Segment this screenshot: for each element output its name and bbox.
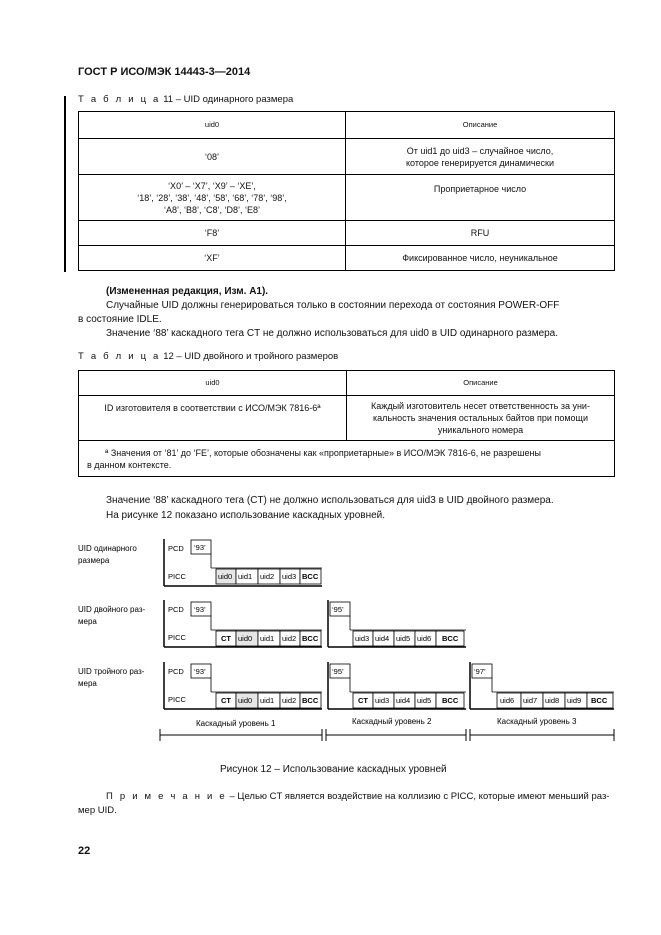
cascade-level-1-label: Каскадный уровень 1 xyxy=(196,719,276,728)
table12 xyxy=(78,370,615,477)
table12-caption xyxy=(78,351,338,362)
cell-line: кальность значения остальных байтов при помощи xyxy=(373,413,588,423)
table-row xyxy=(79,246,615,271)
uid-label: uid0 xyxy=(238,696,253,705)
uid-label: uid1 xyxy=(260,696,275,705)
uid-label: uid5 xyxy=(417,696,432,705)
cascade-level-brackets xyxy=(160,729,614,741)
table11-header-description: Описание xyxy=(346,112,615,139)
figure-caption: Рисунок 12 – Использование каскадных уровней xyxy=(220,764,447,775)
bcc-label: BCC xyxy=(302,572,319,581)
pcd-label: PCD xyxy=(168,544,184,553)
uid-label: uid1 xyxy=(260,634,275,643)
row-label-double: мера xyxy=(78,617,97,626)
bcc-label: BCC xyxy=(302,696,319,705)
ct-label: CT xyxy=(221,634,231,643)
table11-cell-uid0 xyxy=(79,175,346,221)
paragraph-line: Значение ‘88’ каскадного тега CT не должно использоваться для uid0 в UID одинарного размера. xyxy=(106,328,559,339)
table11-cell-description: Фиксированное число, неуникальное xyxy=(346,246,615,271)
note-line: мер UID. xyxy=(78,805,117,816)
bcc-label: BCC xyxy=(302,634,319,643)
row-label-double: UID двойного раз- xyxy=(78,605,146,614)
uid-label: uid5 xyxy=(396,634,411,643)
picc-label: PICC xyxy=(168,695,186,704)
document-header: ГОСТ Р ИСО/МЭК 14443-3—2014 xyxy=(78,66,251,78)
cell-line: От uid1 до uid3 – случайное число, xyxy=(406,145,554,156)
table12-cell-description xyxy=(347,396,615,441)
cell-line: ‘18’, ‘28’, ‘38’, ‘48’, ‘58’, ‘68’, ‘78’, ‘98’, xyxy=(137,192,287,203)
table11-cell-description xyxy=(346,139,615,175)
table12-footnote-row xyxy=(79,441,615,477)
uid-label: uid9 xyxy=(567,696,582,705)
uid-label: uid4 xyxy=(375,634,390,643)
uid-label: uid2 xyxy=(260,572,275,581)
uid-label: uid3 xyxy=(355,634,370,643)
table11-header-row xyxy=(79,112,615,139)
table12-caption-prefix: Т а б л и ц а xyxy=(78,351,161,362)
uid-label: uid3 xyxy=(375,696,390,705)
paragraph-line: в состояние IDLE. xyxy=(78,314,162,325)
sel93-label: ‘93’ xyxy=(194,543,206,552)
ct-label: CT xyxy=(221,696,231,705)
sel97-label: ‘97’ xyxy=(474,667,486,676)
table11-caption-prefix: Т а б л и ц а xyxy=(78,94,161,105)
table11-header-uid0: uid0 xyxy=(79,112,346,139)
paragraph-line: Случайные UID должны генерироваться только в состоянии перехода от состояния POWER-OFF xyxy=(106,300,560,311)
note-text: – Целью CT является воздействие на коллизию с PICC, которые имеют меньший раз- xyxy=(226,791,610,802)
bcc-label: BCC xyxy=(591,696,608,705)
table11-cell-uid0: ‘XF’ xyxy=(79,246,346,271)
pcd-label: PCD xyxy=(168,667,184,676)
figure-cascade-levels xyxy=(0,530,661,745)
table11-caption-text: 11 – UID одинарного размера xyxy=(163,94,294,105)
sel95-label: ‘95’ xyxy=(332,667,344,676)
uid-label: uid2 xyxy=(282,634,297,643)
cell-line: уникального номера xyxy=(437,425,524,435)
sel95-label: ‘95’ xyxy=(332,605,344,614)
sel93-label: ‘93’ xyxy=(194,605,206,614)
table-row xyxy=(79,175,615,221)
table-row xyxy=(79,139,615,175)
table12-header-description: Описание xyxy=(347,371,615,396)
table12-header-uid0: uid0 xyxy=(79,371,347,396)
table12-footnote xyxy=(79,441,615,477)
note-prefix: П р и м е ч а н и е xyxy=(106,791,227,802)
page-number: 22 xyxy=(78,845,91,857)
cell-line: которое генерируется динамически xyxy=(405,157,555,168)
uid-label: uid2 xyxy=(282,696,297,705)
ct-label: CT xyxy=(358,696,368,705)
footnote-line: в данном контексте. xyxy=(87,459,172,470)
bcc-label: BCC xyxy=(442,696,459,705)
uid-label: uid8 xyxy=(545,696,560,705)
table-row xyxy=(79,221,615,246)
picc-label: PICC xyxy=(168,633,186,642)
sel93-label: ‘93’ xyxy=(194,667,206,676)
table11 xyxy=(78,111,615,271)
pcd-label: PCD xyxy=(168,605,184,614)
single-size-diagram xyxy=(164,539,322,586)
table12-header-row xyxy=(79,371,615,396)
table12-caption-text: 12 – UID двойного и тройного размеров xyxy=(163,351,339,362)
uid-label: uid4 xyxy=(396,696,411,705)
row-label-single: размера xyxy=(78,556,110,565)
row-label-single: UID одинарного xyxy=(78,544,137,553)
table11-cell-description: RFU xyxy=(346,221,615,246)
table11-caption xyxy=(78,94,293,105)
uid-label: uid0 xyxy=(218,572,233,581)
table11-cell-description: Проприетарное число xyxy=(346,175,615,221)
cascade-level-3-label: Каскадный уровень 3 xyxy=(497,717,577,726)
cascade-level-2-label: Каскадный уровень 2 xyxy=(352,717,432,726)
paragraph-line: На рисунке 12 показано использование каскадных уровней. xyxy=(106,510,386,521)
table12-cell-uid0: ID изготовителя в соответствии с ИСО/МЭК 7816-6ª xyxy=(79,396,347,441)
change-bar xyxy=(64,96,66,272)
uid-label: uid6 xyxy=(500,696,515,705)
table11-cell-uid0: ‘F8’ xyxy=(79,221,346,246)
picc-label: PICC xyxy=(168,572,186,581)
note xyxy=(106,790,616,804)
uid-label: uid0 xyxy=(238,634,253,643)
cell-line: Каждый изготовитель несет ответственность за уни- xyxy=(371,401,590,411)
bcc-label: BCC xyxy=(442,634,459,643)
amended-edition-note: (Измененная редакция, Изм. А1). xyxy=(106,286,269,297)
uid-label: uid6 xyxy=(417,634,432,643)
cell-line: ‘A8’, ‘B8’, ‘C8’, ‘D8’, ‘E8’ xyxy=(163,204,261,215)
paragraph-line: Значение ‘88’ каскадного тега (CT) не должно использоваться для uid3 в UID двойного размера. xyxy=(106,495,554,506)
row-label-triple: UID тройного раз- xyxy=(78,667,145,676)
triple-size-diagram xyxy=(164,662,614,709)
uid-label: uid7 xyxy=(523,696,538,705)
table-row xyxy=(79,396,615,441)
double-size-diagram xyxy=(164,600,466,647)
footnote-line: ª Значения от ‘81’ до ‘FE’, которые обозначены как «проприетарные» в ИСО/МЭК 7816-6, не разрешены xyxy=(105,447,541,458)
cell-line: ‘X0’ – ‘X7’, ‘X9’ – ‘XE’, xyxy=(168,180,256,191)
row-label-triple: мера xyxy=(78,679,97,688)
uid-label: uid3 xyxy=(282,572,297,581)
table11-cell-uid0: ‘08’ xyxy=(79,139,346,175)
uid-label: uid1 xyxy=(238,572,253,581)
